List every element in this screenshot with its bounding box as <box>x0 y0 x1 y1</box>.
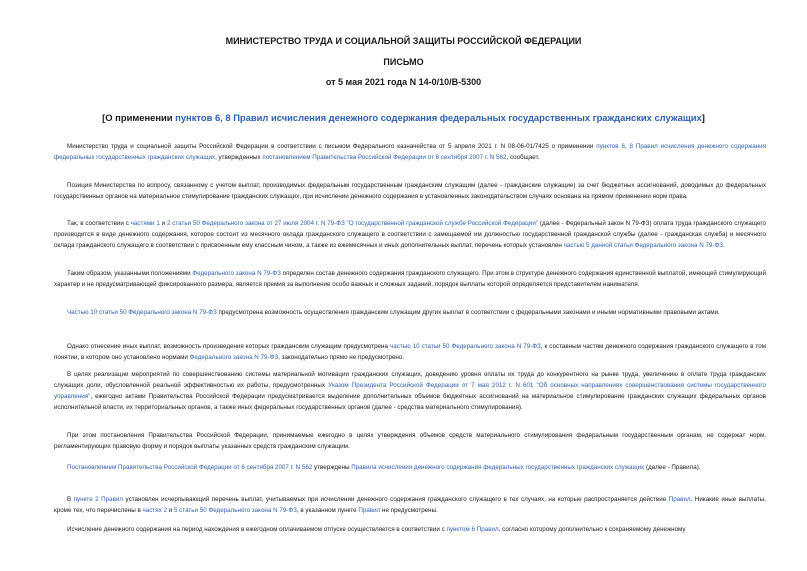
link-law-79fz-article-50[interactable]: 2 статьи 50 Федерального закона от 27 июля 2004 г. N 79-ФЗ "О государственной гражданской службе Российской Федерации" <box>166 220 539 227</box>
text-span: установлен исчерпывающий перечень выплат, учитываемых при исчислении денежного содержания гражданского служащего в тех случаях, на которые распространяется действие <box>123 496 669 503</box>
subject-close: ] <box>701 112 705 124</box>
subject-open: [О применении <box>102 112 176 124</box>
link-part-10-article-50[interactable]: частью 10 статьи 50 Федерального закона N 79-ФЗ <box>389 343 541 350</box>
paragraph-10 <box>54 494 766 516</box>
link-rules[interactable]: Правила исчисления денежного содержания федеральных государственных гражданских служащих <box>351 464 645 471</box>
link-rules-item-6[interactable]: пунктом 6 Правил <box>446 526 499 533</box>
link-rules[interactable]: Правил <box>358 507 381 514</box>
paragraph-9 <box>54 462 766 473</box>
paragraph-5 <box>54 307 766 318</box>
text-span: , законодательно прямо не предусмотрено. <box>278 354 405 361</box>
text-span: Исчисление денежного содержания на период нахождения в ежегодном оплачиваемом отпуске осуществляется в соответствии с <box>67 526 447 533</box>
text-span: , в указанном пункте <box>296 507 359 514</box>
link-resolution-562[interactable]: Постановлением Правительства Российской Федерации от 6 сентября 2007 г. N 562 <box>67 464 313 471</box>
subject-link[interactable]: пунктов 6, 8 Правил исчисления денежного содержания федеральных государственных гражданских служащих <box>175 112 702 124</box>
link-part-5-article[interactable]: частью 5 данной статьи Федерального закона N 79-ФЗ <box>563 242 724 249</box>
text-span: Позиция Министерства по вопросу, связанному с учетом выплат, производимых федеральным государственным гражданским служащим (далее - гражданские служащие) за счет бюджетных ассигнований, доводимых до федеральных государственных органов на материальное стимулирование гражданских служащих, при исчислении денежного содержания в установленных законодательством случаях основана на прямом применении норм права. <box>54 182 766 200</box>
link-law-79fz[interactable]: Федерального закона N 79-ФЗ <box>189 354 279 361</box>
link-law-79fz[interactable]: Федерального закона N 79-ФЗ <box>192 270 281 277</box>
document-subject <box>0 112 807 123</box>
paragraph-8 <box>54 430 766 452</box>
text-span: , согласно которому дополнительно к сохраняемому денежному <box>498 526 686 533</box>
text-span: При этом постановления Правительства Российской Федерации, принимаемые ежегодно в целях утверждения объемов средств материального стимулирования федеральным государственным органам, не содержат норм, регламентирующих правовую форму и порядок выплаты указанных средств гражданским служащим. <box>54 432 766 450</box>
link-part-2[interactable]: частях 2 <box>142 507 167 514</box>
text-span: В <box>67 496 74 503</box>
text-span: В целях реализации мероприятий по совершенствованию системы материальной мотивации гражданских служащих, доведению уровня оплаты их труда до конкурентного на рынке труда, увеличению в оплате труда гражданских служащих доли, обусловленной реальной эффективностью их работы, предусмотренных <box>54 371 766 389</box>
text-span: . Никакие иные выплаты, кроме тех, что перечислены в <box>54 496 767 514</box>
link-rules-item-2[interactable]: пункте 2 Правил <box>73 496 124 503</box>
text-span: утверждены <box>312 464 352 471</box>
text-span: Однако отнесение иных выплат, возможность произведения которых гражданским служащим предусмотрена <box>67 343 390 350</box>
text-span: . <box>723 242 725 249</box>
link-part-10-article-50[interactable]: Частью 10 статьи 50 Федерального закона N 79-ФЗ <box>67 309 217 316</box>
link-rules[interactable]: Правил <box>668 496 691 503</box>
paragraph-7 <box>54 369 766 413</box>
text-span: Так, в соответствии с <box>67 220 131 227</box>
text-span: определен состав денежного содержания гражданского служащего. При этом в структуре денежного содержания единственной выплатой, имеющей стимулирующий характер и не предусматривающей фиксированного размера, является премия за выполнение особо важных и сложных заданий, порядок выплаты которой определяется представителем нанимателя. <box>54 270 766 288</box>
text-span: , утвержденных <box>215 154 263 161</box>
link-part-5-article-50[interactable]: 5 статьи 50 Федерального закона N 79-ФЗ <box>173 507 297 514</box>
text-span: Таким образом, указанными положениями <box>67 270 193 277</box>
ministry-title: МИНИСТЕРСТВО ТРУДА И СОЦИАЛЬНОЙ ЗАЩИТЫ РОССИЙСКОЙ ФЕДЕРАЦИИ <box>225 36 582 46</box>
text-span: , к составным частям денежного содержания гражданского служащего в том понятии, в котором оно установлено нормами <box>54 343 766 361</box>
paragraph-4 <box>54 268 766 290</box>
text-span: (далее - Правила). <box>644 464 701 471</box>
text-span: (далее - Федеральный закон N 79-ФЗ) оплата труда гражданского служащего производится в виде денежного содержания, которое состоит из месячного оклада гражданского служащего в соответствии с замещаемой им должностью государственной гражданской службы (далее - гражданская служба) и месячного оклада гражданского служащего в соответствии с присвоенным ему классным чином, а также из ежемесячных и иных дополнительных выплат, перечень которых установлен <box>54 220 766 249</box>
paragraph-2 <box>54 180 766 202</box>
text-span: и <box>159 220 167 227</box>
document-date: от 5 мая 2021 года N 14-0/10/В-5300 <box>325 77 482 87</box>
text-span: , сообщает. <box>506 154 540 161</box>
text-span: , ежегодно актами Правительства Российской Федерации предусматривается выделение дополнительных объемов бюджетных ассигнований на материальное стимулирование гражданских служащих федеральных органов исполнительной власти, их территориальных органов, а также иных федеральных государственных органов (далее - средства материального стимулирования). <box>54 393 766 411</box>
text-span: предусмотрена возможность осуществления гражданским служащим других выплат в соответствии с федеральными законами и иными нормативными правовыми актами. <box>216 309 720 316</box>
link-presidential-decree-601[interactable]: Указом Президента Российской Федерации от 7 мая 2012 г. N 601 "Об основных направлениях совершенствования системы государственного управления" <box>54 382 766 400</box>
text-span: не предусмотрены. <box>380 507 438 514</box>
text-span: и <box>166 507 174 514</box>
link-rules-items-6-8[interactable]: пунктов 6, 8 Правил исчисления денежного содержания федеральных государственных гражданских служащих <box>54 143 766 161</box>
link-part-1[interactable]: частями 1 <box>130 220 160 227</box>
paragraph-6 <box>54 341 766 363</box>
text-span: Министерство труда и социальной защиты Российской Федерации в соответствии с письмом Федерального казначейства от 5 апреля 2021 г. N 08-06-01/7425 о применении <box>67 143 597 150</box>
link-resolution-562[interactable]: постановлением Правительства Российской Федерации от 6 сентября 2007 г. N 562 <box>262 154 507 161</box>
paragraph-11 <box>54 524 766 535</box>
paragraph-3 <box>54 218 766 251</box>
paragraph-1 <box>54 141 766 163</box>
document-type: ПИСЬМО <box>383 57 424 67</box>
